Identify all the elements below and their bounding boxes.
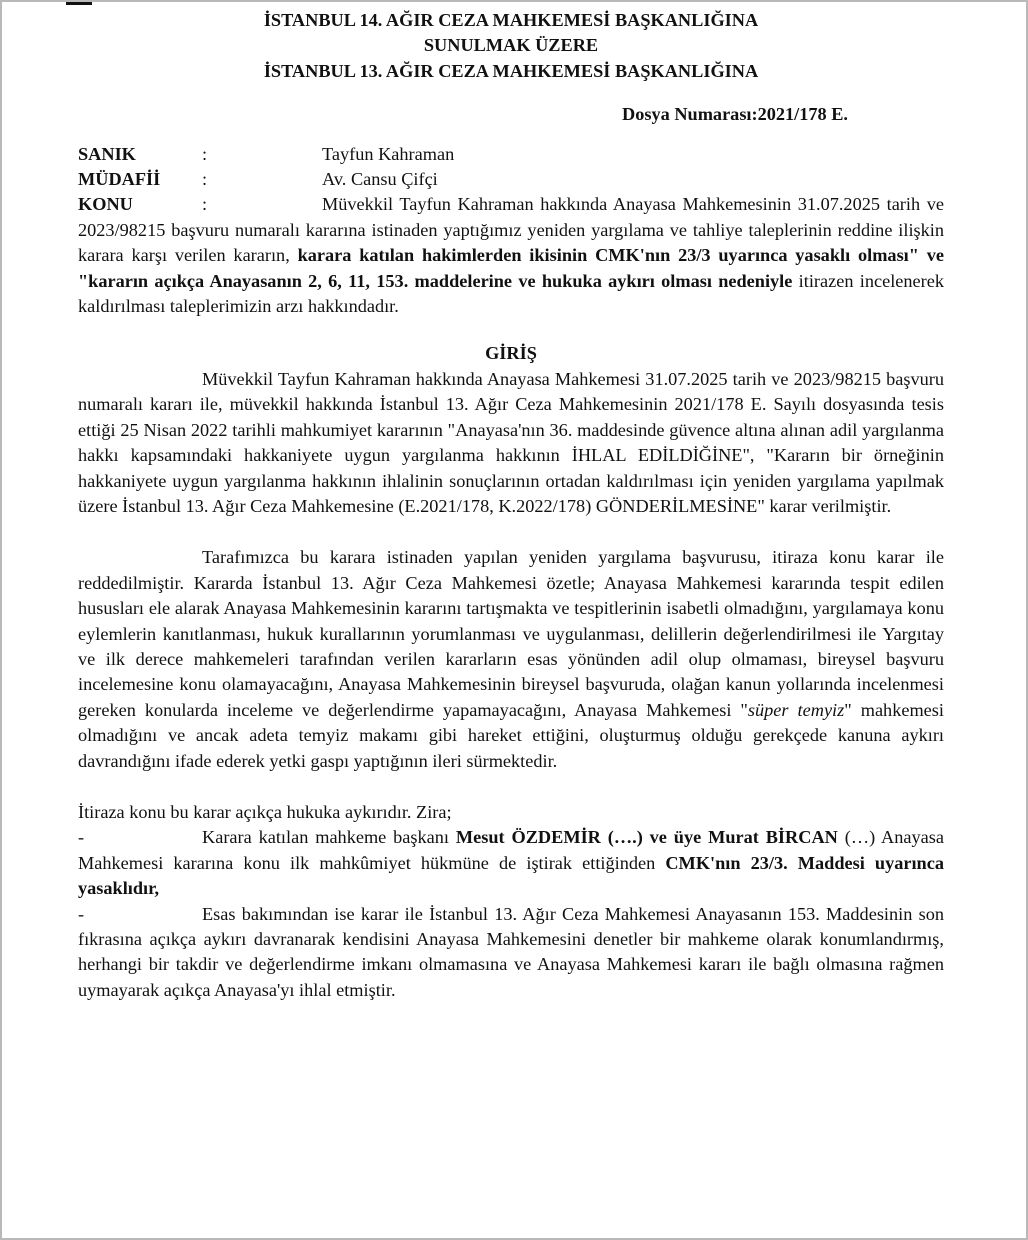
introduction-paragraph-2 [78, 545, 944, 774]
counsel-value: Av. Cansu Çifçi [322, 169, 438, 190]
introduction-paragraph-2-italic: süper temyiz [747, 699, 845, 720]
introduction-paragraph-2-text-2: " mahkemesi olmadığını ve ancak adeta temyiz makamı gibi hareket ettiğini, oluşturmuş olduğu gerekçede kanuna aykırı davrandığını ifade ederek yetki gaspı yaptığının ileri sürmektedir. [78, 699, 944, 771]
page-top-mark [66, 2, 92, 5]
subject-label: KONU [78, 194, 133, 215]
objection-item-2-text: Esas bakımından ise karar ile İstanbul 13. Ağır Ceza Mahkemesi Anayasanın 153. Maddesinin son fıkrasına açıkça aykırı davranarak kendisini Anayasa Mahkemesini denetler bir mahkeme olarak konumlandırmış, herhangi bir takdir ve değerlendirme imkanı olmamasına ve Anayasa Mahkemesi kararı ile bağlı olmasına rağmen uymayarak açıkça Anayasa'yı ihlal etmiştir. [78, 903, 944, 1000]
subject-colon: : [202, 194, 208, 215]
file-number: Dosya Numarası:2021/178 E. [622, 104, 848, 125]
objection-item-1-bold-1: Mesut ÖZDEMİR (….) ve üye Murat BİRCAN [455, 827, 838, 848]
objection-item-2 [78, 902, 944, 1004]
heading-line-1: İSTANBUL 14. AĞIR CEZA MAHKEMESİ BAŞKANLIĞINA [263, 10, 759, 30]
subject-text-1: Müvekkil Tayfun Kahraman hakkında Anayasa Mahkemesinin 31.07.2025 tarih ve 2023/98215 başvuru numaralı kararına istinaden yaptığımız yeniden yargılama ve tahliye taleplerinin reddine ilişkin karara karşı verilen kararın, [78, 194, 944, 266]
defendant-colon: : [202, 143, 208, 164]
list-dash: - [78, 903, 85, 924]
objection-item-1-text-2: (…) Anayasa Mahkemesi kararına konu ilk mahkûmiyet hükmüne de iştirak ettiğinden [78, 827, 945, 873]
defendant-label: SANIK [78, 143, 136, 164]
petition-body [78, 8, 944, 1003]
defendant-row [78, 142, 944, 167]
heading-line-3: İSTANBUL 13. AĞIR CEZA MAHKEMESİ BAŞKANLIĞINA [263, 60, 759, 81]
objection-item-1 [78, 825, 944, 901]
subject-paragraph [78, 192, 944, 319]
objection-item-1-text-1: Karara katılan mahkeme başkanı [202, 827, 456, 848]
objection-item-1-bold-2: CMK'nın 23/3. Maddesi uyarınca yasaklıdır, [78, 852, 944, 899]
introduction-paragraph-2-text-1: Tarafımızca bu karara istinaden yapılan yeniden yargılama başvurusu, itiraza konu karar ile reddedilmiştir. Kararda İstanbul 13. Ağır Ceza Mahkemesi özetle; Anayasa Mahkemesi kararında tespit edilen hususları ele alarak Anayasa Mahkemesinin kararını tartışmakta ve tespitlerinin isabetli olmadığını, yargılamaya konu eylemlerin kanıtlanması, hukuk kurallarının yorumlanması ve uygulanması, delillerin değerlendirilmesi ile Yargıtay ve ilk derece mahkemeleri tarafından verilen kararların esas yönünden adil olup olmaması, bireysel başvuru incelemesine konu olamayacağını, Anayasa Mahkemesinin bireysel başvuruda, olağan kanun yollarında incelenmesi gereken konularda inceleme ve değerlendirme yapamayacağını, Anayasa Mahkemesi " [78, 547, 944, 720]
introduction-title: GİRİŞ [485, 343, 537, 364]
court-heading [78, 8, 944, 84]
defendant-value: Tayfun Kahraman [322, 143, 455, 164]
objection-intro: İtiraza konu bu karar açıkça hukuka aykırıdır. Zira; [78, 801, 452, 822]
counsel-colon: : [202, 169, 208, 190]
case-fields [78, 142, 944, 320]
counsel-row [78, 167, 944, 192]
subject-text-bold: karara katılan hakimlerden ikisinin CMK'nın 23/3 uyarınca yasaklı olması" ve "kararın açıkça Anayasanın 2, 6, 11, 153. maddelerine ve hukuka aykırı olması nedeniyle [78, 245, 944, 291]
introduction-paragraph-1: Müvekkil Tayfun Kahraman hakkında Anayasa Mahkemesi 31.07.2025 tarih ve 2023/98215 başvuru numaralı kararı ile, müvekkil hakkında İstanbul 13. Ağır Ceza Mahkemesinin 2021/178 E. Sayılı dosyasında tesis ettiği 25 Nisan 2022 tarihli mahkumiyet kararının "Anayasa'nın 36. maddesinde güvence altına alınan adil yargılanma hakkı kapsamındaki hakkaniyete uygun yargılanma hakkının İHLAL EDİLDİĞİNE", "Kararın bir örneğinin hakkaniyete uygun yargılanma hakkının ihlalinin sonuçlarının ortadan kaldırılması için yeniden yargılama yapılmak üzere İstanbul 13. Ağır Ceza Mahkemesine (E.2021/178, K.2022/178) GÖNDERİLMESİNE" karar verilmiştir. [78, 368, 944, 516]
list-dash: - [78, 827, 85, 848]
counsel-label: MÜDAFİİ [78, 169, 161, 190]
heading-line-2: SUNULMAK ÜZERE [423, 35, 599, 56]
subject-text-2: itirazen incelenerek kaldırılması taleplerimizin arzı hakkındadır. [78, 270, 944, 317]
